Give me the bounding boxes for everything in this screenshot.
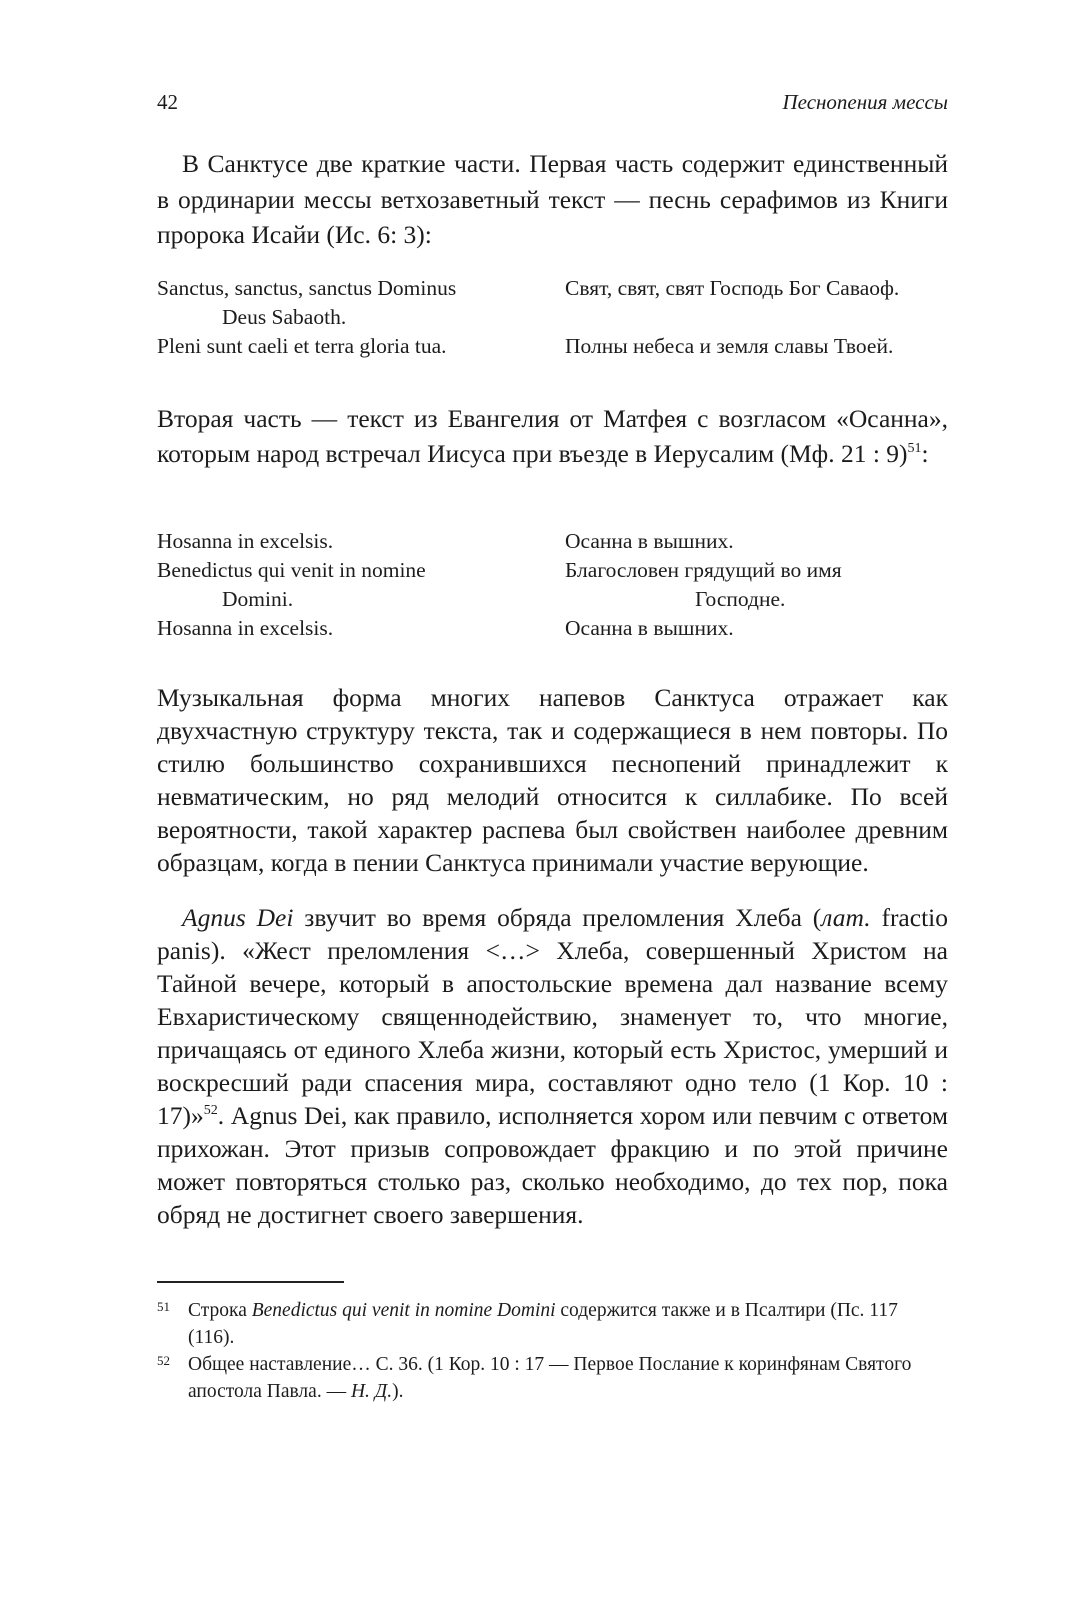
footnote-mark: 51 (157, 1299, 170, 1314)
lat-abbrev: лат. (821, 903, 871, 932)
paragraph-tail: : (921, 439, 929, 468)
agnus-dei-term: Agnus Dei (182, 903, 294, 932)
paragraph-agnus-dei (157, 901, 948, 1231)
verse-row (157, 274, 948, 303)
footnote-text-part: содержится также и в Псалтири (Пс. 117 (116). (188, 1300, 898, 1348)
paragraph-text: Музыкальная форма многих напевов Санктуса отражает как двухчастную структуру текста, так и содержащиеся в нем повторы. По стилю большинство сохранившихся песнопений принадлежит к невматическим, но ряд мелодий относится к силлабике. По всей вероятности, такой характер распева был свойствен наиболее древним образцам, когда в пении Санктуса принимали участие верующие. (157, 683, 948, 877)
footnote-text (188, 1297, 948, 1351)
footnote-mark: 52 (157, 1353, 170, 1368)
footnote-italic: Benedictus qui venit in nomine Domini (251, 1300, 556, 1321)
paragraph-sanctus-intro (157, 146, 948, 253)
russian-line: Осанна в вышних. (565, 529, 734, 553)
paragraph-text: Вторая часть — текст из Евангелия от Матфея с возгласом «Осанна», которым народ встречал Иисуса при въезде в Иерусалим (Мф. 21 : 9) (157, 404, 948, 468)
footnote-text (188, 1351, 948, 1405)
verse-row (157, 527, 948, 556)
footnote-text-part: Общее наставление… С. 36. (1 Кор. 10 : 17 — Первое Послание к коринфянам Святого апостола Павла. — (188, 1354, 912, 1402)
verse-table-hosanna (157, 527, 948, 643)
paragraph-musical-form (157, 681, 948, 879)
latin-line: Domini. (222, 587, 294, 611)
paragraph-text: звучит во время обряда преломления Хлеба ( (293, 903, 822, 932)
paragraph-text: fractio panis). «Жест преломления <…> Хлеба, совершенный Христом на Тайной вечере, который в апостольские времена дал название всему Евхаристическому священнодействию, знаменует то, что многие, причащаясь от единого Хлеба жизни, который есть Христос, умерший и воскресший ради спасения мира, составляют одно тело (1 Кор. 10 : 17)» (157, 903, 948, 1130)
russian-line: Благословен грядущий во имя (565, 558, 842, 582)
page-number: 42 (157, 90, 178, 114)
paragraph-text: В Санктусе две краткие части. Первая часть содержит единственный в ординарии мессы ветхозаветный текст — песнь серафимов из Книги пророка Исайи (Ис. 6: 3): (157, 149, 948, 249)
verse-row (157, 303, 948, 332)
paragraph-hosanna-intro (157, 401, 948, 471)
paragraph-text: . Agnus Dei, как правило, исполняется хором или певчим с ответом прихожан. Этот призыв сопровождает фракцию и по этой причине может повторяться столько раз, сколько необходимо, до тех пор, пока обряд не достигнет своего завершения. (157, 1101, 948, 1229)
footnote-ref-51[interactable]: 51 (907, 441, 922, 457)
russian-line: Господне. (695, 587, 786, 611)
footnote-51 (157, 1297, 948, 1351)
footnote-ref-52[interactable]: 52 (203, 1103, 218, 1119)
verse-table-sanctus (157, 274, 948, 361)
latin-line: Hosanna in excelsis. (157, 616, 334, 640)
russian-line: Осанна в вышних. (565, 616, 734, 640)
verse-row (157, 585, 948, 614)
verse-row (157, 614, 948, 643)
latin-line: Deus Sabaoth. (222, 305, 347, 329)
footnote-52 (157, 1351, 948, 1405)
latin-line: Pleni sunt caeli et terra gloria tua. (157, 334, 447, 358)
russian-line: Полны небеса и земля славы Твоей. (565, 334, 894, 358)
russian-line: Свят, свят, свят Господь Бог Саваоф. (565, 276, 900, 300)
verse-row (157, 556, 948, 585)
footnote-divider (157, 1281, 344, 1283)
latin-line: Benedictus qui venit in nomine (157, 558, 426, 582)
latin-line: Sanctus, sanctus, sanctus Dominus (157, 276, 457, 300)
latin-line: Hosanna in excelsis. (157, 529, 334, 553)
verse-row (157, 332, 948, 361)
footnote-text-part: Строка (188, 1300, 252, 1321)
running-title: Песнопения мессы (782, 90, 948, 114)
footnote-italic: Н. Д. (350, 1381, 393, 1402)
footnote-text-part: ). (392, 1381, 404, 1402)
